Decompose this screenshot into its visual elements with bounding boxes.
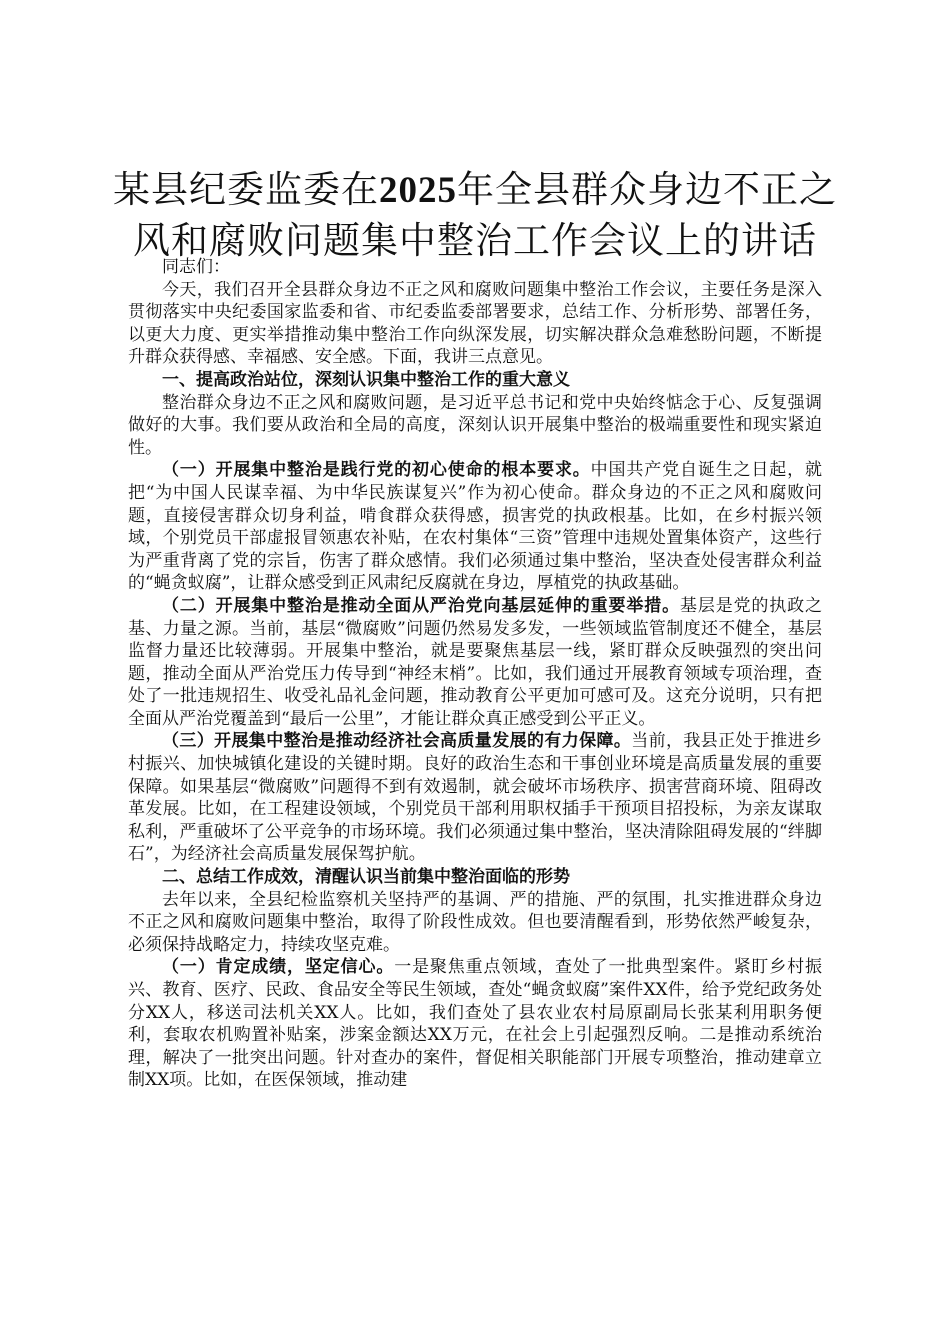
section-1-p3-text: 当前，我县正处于推进乡村振兴、加快城镇化建设的关键时期。良好的政治生态和干事创业环境是高质量发展的重要保障。如果基层“微腐败”问题得不到有效遏制，就会破坏市场秩序、损害营商环境、阻碍改革发展。比如，在工程建设领域，个别党员干部利用职权插手干预项目招投标，为亲友谋取私利，严重破坏了公平竞争的市场环境。我们必须通过集中整治，坚决清除阻碍发展的“绊脚石”，为经济社会高质量发展保驾护航。	[128, 731, 823, 865]
section-2-p1-text: 一是聚焦重点领域，查处了一批典型案件。紧盯乡村振兴、教育、医疗、民政、食品安全等民生领域，查处“蝇贪蚁腐”案件XX件，给予党纪政务处分XX人，移送司法机关XX人。比如，我们查处了县农业农村局原副局长张某利用职务便利，套取农机购置补贴案，涉案金额达XX万元，在社会上引起强烈反响。二是推动系统治理，解决了一批突出问题。针对查办的案件，督促相关职能部门开展专项整治，推动建章立制XX项。比如，在医保领域，推动建	[128, 957, 823, 1091]
section-2-heading: 二、总结工作成效，清醒认识当前集中整治面临的形势	[162, 867, 570, 888]
section-2-p1-lead: （一）肯定成绩，坚定信心。	[162, 957, 395, 978]
title-line-1	[110, 165, 840, 216]
title-year: 2025	[379, 170, 457, 211]
section-1-paragraph-3	[128, 730, 822, 866]
section-2-intro: 去年以来，全县纪检监察机关坚持严的基调、严的措施、严的氛围，扎实推进群众身边不正之风和腐败问题集中整治，取得了阶段性成效。但也要清醒看到，形势依然严峻复杂，必须保持战略定力，持续攻坚克难。	[128, 889, 822, 955]
title-line1-post: 年全县群众身边不正之	[457, 168, 837, 211]
section-2-paragraph-1	[128, 956, 822, 1092]
section-1-paragraph-1	[128, 459, 822, 595]
document-title	[110, 165, 840, 266]
title-line-2: 风和腐败问题集中整治工作会议上的讲话	[133, 219, 817, 262]
section-1-p1-lead: （一）开展集中整治是践行党的初心使命的根本要求。	[162, 460, 591, 481]
salutation: 同志们：	[162, 257, 230, 277]
section-1-p1-text: 中国共产党自诞生之日起，就把“为中国人民谋幸福、为中华民族谋复兴”作为初心使命。群众身边的不正之风和腐败问题，直接侵害群众切身利益，啃食群众获得感，损害党的执政根基。比如，在乡村振兴领域，个别党员干部虚报冒领惠农补贴，在农村集体“三资”管理中违规处置集体资产，这些行为严重背离了党的宗旨，伤害了群众感情。我们必须通过集中整治，坚决查处侵害群众利益的“蝇贪蚁腐”，让群众感受到正风肃纪反腐就在身边，厚植党的执政基础。	[128, 460, 823, 594]
intro-paragraph: 今天，我们召开全县群众身边不正之风和腐败问题集中整治工作会议，主要任务是深入贯彻落实中央纪委国家监委和省、市纪委监委部署要求，总结工作、分析形势、部署任务，以更大力度、更实举措推动集中整治工作向纵深发展，切实解决群众急难愁盼问题，不断提升群众获得感、幸福感、安全感。下面，我讲三点意见。	[128, 279, 822, 368]
section-1-intro: 整治群众身边不正之风和腐败问题，是习近平总书记和党中央始终惦念于心、反复强调做好的大事。我们要从政治和全局的高度，深刻认识开展集中整治的极端重要性和现实紧迫性。	[128, 392, 822, 458]
document-body	[128, 256, 822, 1092]
section-1-p2-text: 基层是党的执政之基、力量之源。当前，基层“微腐败”问题仍然易发多发，一些领域监管制度还不健全，基层监督力量还比较薄弱。开展集中整治，就是要聚焦基层一线，紧盯群众反映强烈的突出问题，推动全面从严治党压力传导到“神经末梢”。比如，我们通过开展教育领域专项治理，查处了一批违规招生、收受礼品礼金问题，推动教育公平更加可感可及。这充分说明，只有把全面从严治党覆盖到“最后一公里”，才能让群众真正感受到公平正义。	[128, 595, 823, 729]
title-line1-pre: 某县纪委监委在	[113, 168, 379, 211]
section-1-p2-lead: （二）开展集中整治是推动全面从严治党向基层延伸的重要举措。	[162, 595, 680, 616]
section-1-paragraph-2	[128, 595, 822, 731]
section-1-heading: 一、提高政治站位，深刻认识集中整治工作的重大意义	[162, 369, 570, 390]
section-1-p3-lead: （三）开展集中整治是推动经济社会高质量发展的有力保障。	[162, 731, 632, 752]
